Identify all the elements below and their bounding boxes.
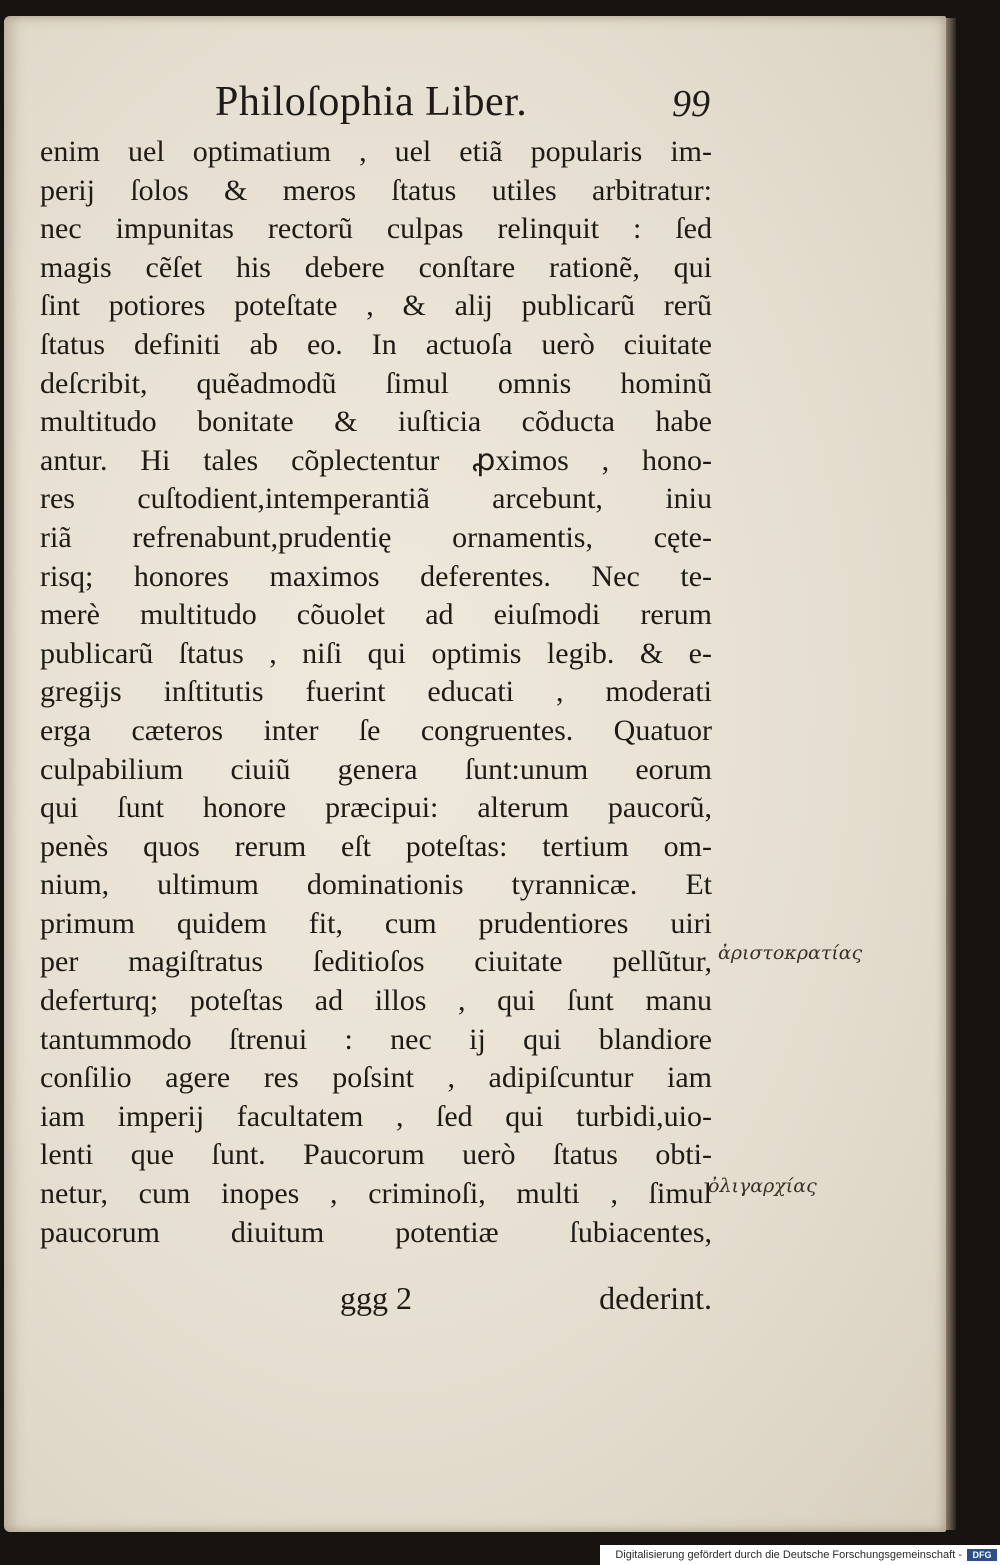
funding-credit: Digitalisierung gefördert durch die Deutsche Forschungsgemeinschaft - (615, 1549, 962, 1561)
text-line: multitudo bonitate & iuſticia cõducta habe (40, 405, 712, 439)
text-line: deferturq; poteſtas ad illos , qui ſunt manu (40, 984, 712, 1018)
text-line: per magiſtratus ſeditioſos ciuitate pellũtur, (40, 945, 712, 979)
text-line: ſint potiores poteſtate , & alij publicarũ rerũ (40, 289, 712, 323)
digitization-footer (600, 1545, 1000, 1565)
text-line: paucorum diuitum potentiæ ſubiacentes, (40, 1215, 712, 1249)
text-line: tantummodo ſtrenui : nec ij qui blandiore (40, 1022, 712, 1056)
text-line: culpabilium ciuiũ genera ſunt:unum eorum (40, 752, 712, 786)
text-line: penès quos rerum eſt poteſtas: tertium om- (40, 829, 712, 863)
signature-mark: ggg 2 (340, 1280, 412, 1316)
text-line: primum quidem fit, cum prudentiores uiri (40, 906, 712, 940)
text-line: conſilio agere res poſsint , adipiſcuntur iam (40, 1061, 712, 1095)
text-line: nec impunitas rectorũ culpas relinquit : ſed (40, 212, 712, 246)
text-line: qui ſunt honore præcipui: alterum paucorũ, (40, 791, 712, 825)
text-line: deſcribit, quẽadmodũ ſimul omnis hominũ (40, 366, 712, 400)
body-text (40, 133, 712, 1252)
page-edge (946, 18, 956, 1530)
text-line: magis cẽſet his debere conſtare rationẽ, qui (40, 250, 712, 284)
text-line: merè multitudo cõuolet ad eiuſmodi rerum (40, 598, 712, 632)
text-line: perij ſolos & meros ſtatus utiles arbitratur: (40, 173, 712, 207)
text-line: lenti que ſunt. Paucorum uerò ſtatus obti- (40, 1138, 712, 1172)
text-line: netur, cum inopes , criminoſi, multi , ſimul (40, 1177, 712, 1211)
text-line: gregijs inſtitutis fuerint educati , moderati (40, 675, 712, 709)
text-line: enim uel optimatium , uel etiã popularis im- (40, 135, 712, 168)
marginal-note-aristocracy: ἀριστοκρατίας (718, 942, 863, 964)
running-header: Philoſophia Liber. (215, 79, 528, 125)
text-line: nium, ultimum dominationis tyrannicæ. Et (40, 868, 712, 902)
text-line: ſtatus definiti ab eo. In actuoſa uerò ciuitate (40, 327, 712, 361)
text-line: res cuſtodient,intemperantiã arcebunt, iniu (40, 482, 712, 516)
text-line: riã refrenabunt,prudentię ornamentis, cęte- (40, 520, 712, 554)
catchword: dederint. (599, 1280, 712, 1316)
marginal-note-oligarchy: ὀλιγαρχίας (708, 1175, 817, 1197)
text-line: antur. Hi tales cõplectentur ꝓximos , hono- (40, 443, 712, 477)
dfg-logo: DFG (967, 1549, 997, 1561)
page-number: 99 (672, 83, 710, 125)
text-line: publicarũ ſtatus , niſi qui optimis legib. & e- (40, 636, 712, 670)
text-line: risq; honores maximos deferentes. Nec te- (40, 559, 712, 593)
text-line: iam imperij facultatem , ſed qui turbidi,uio- (40, 1099, 712, 1133)
text-line: erga cæteros inter ſe congruentes. Quatuor (40, 713, 712, 747)
